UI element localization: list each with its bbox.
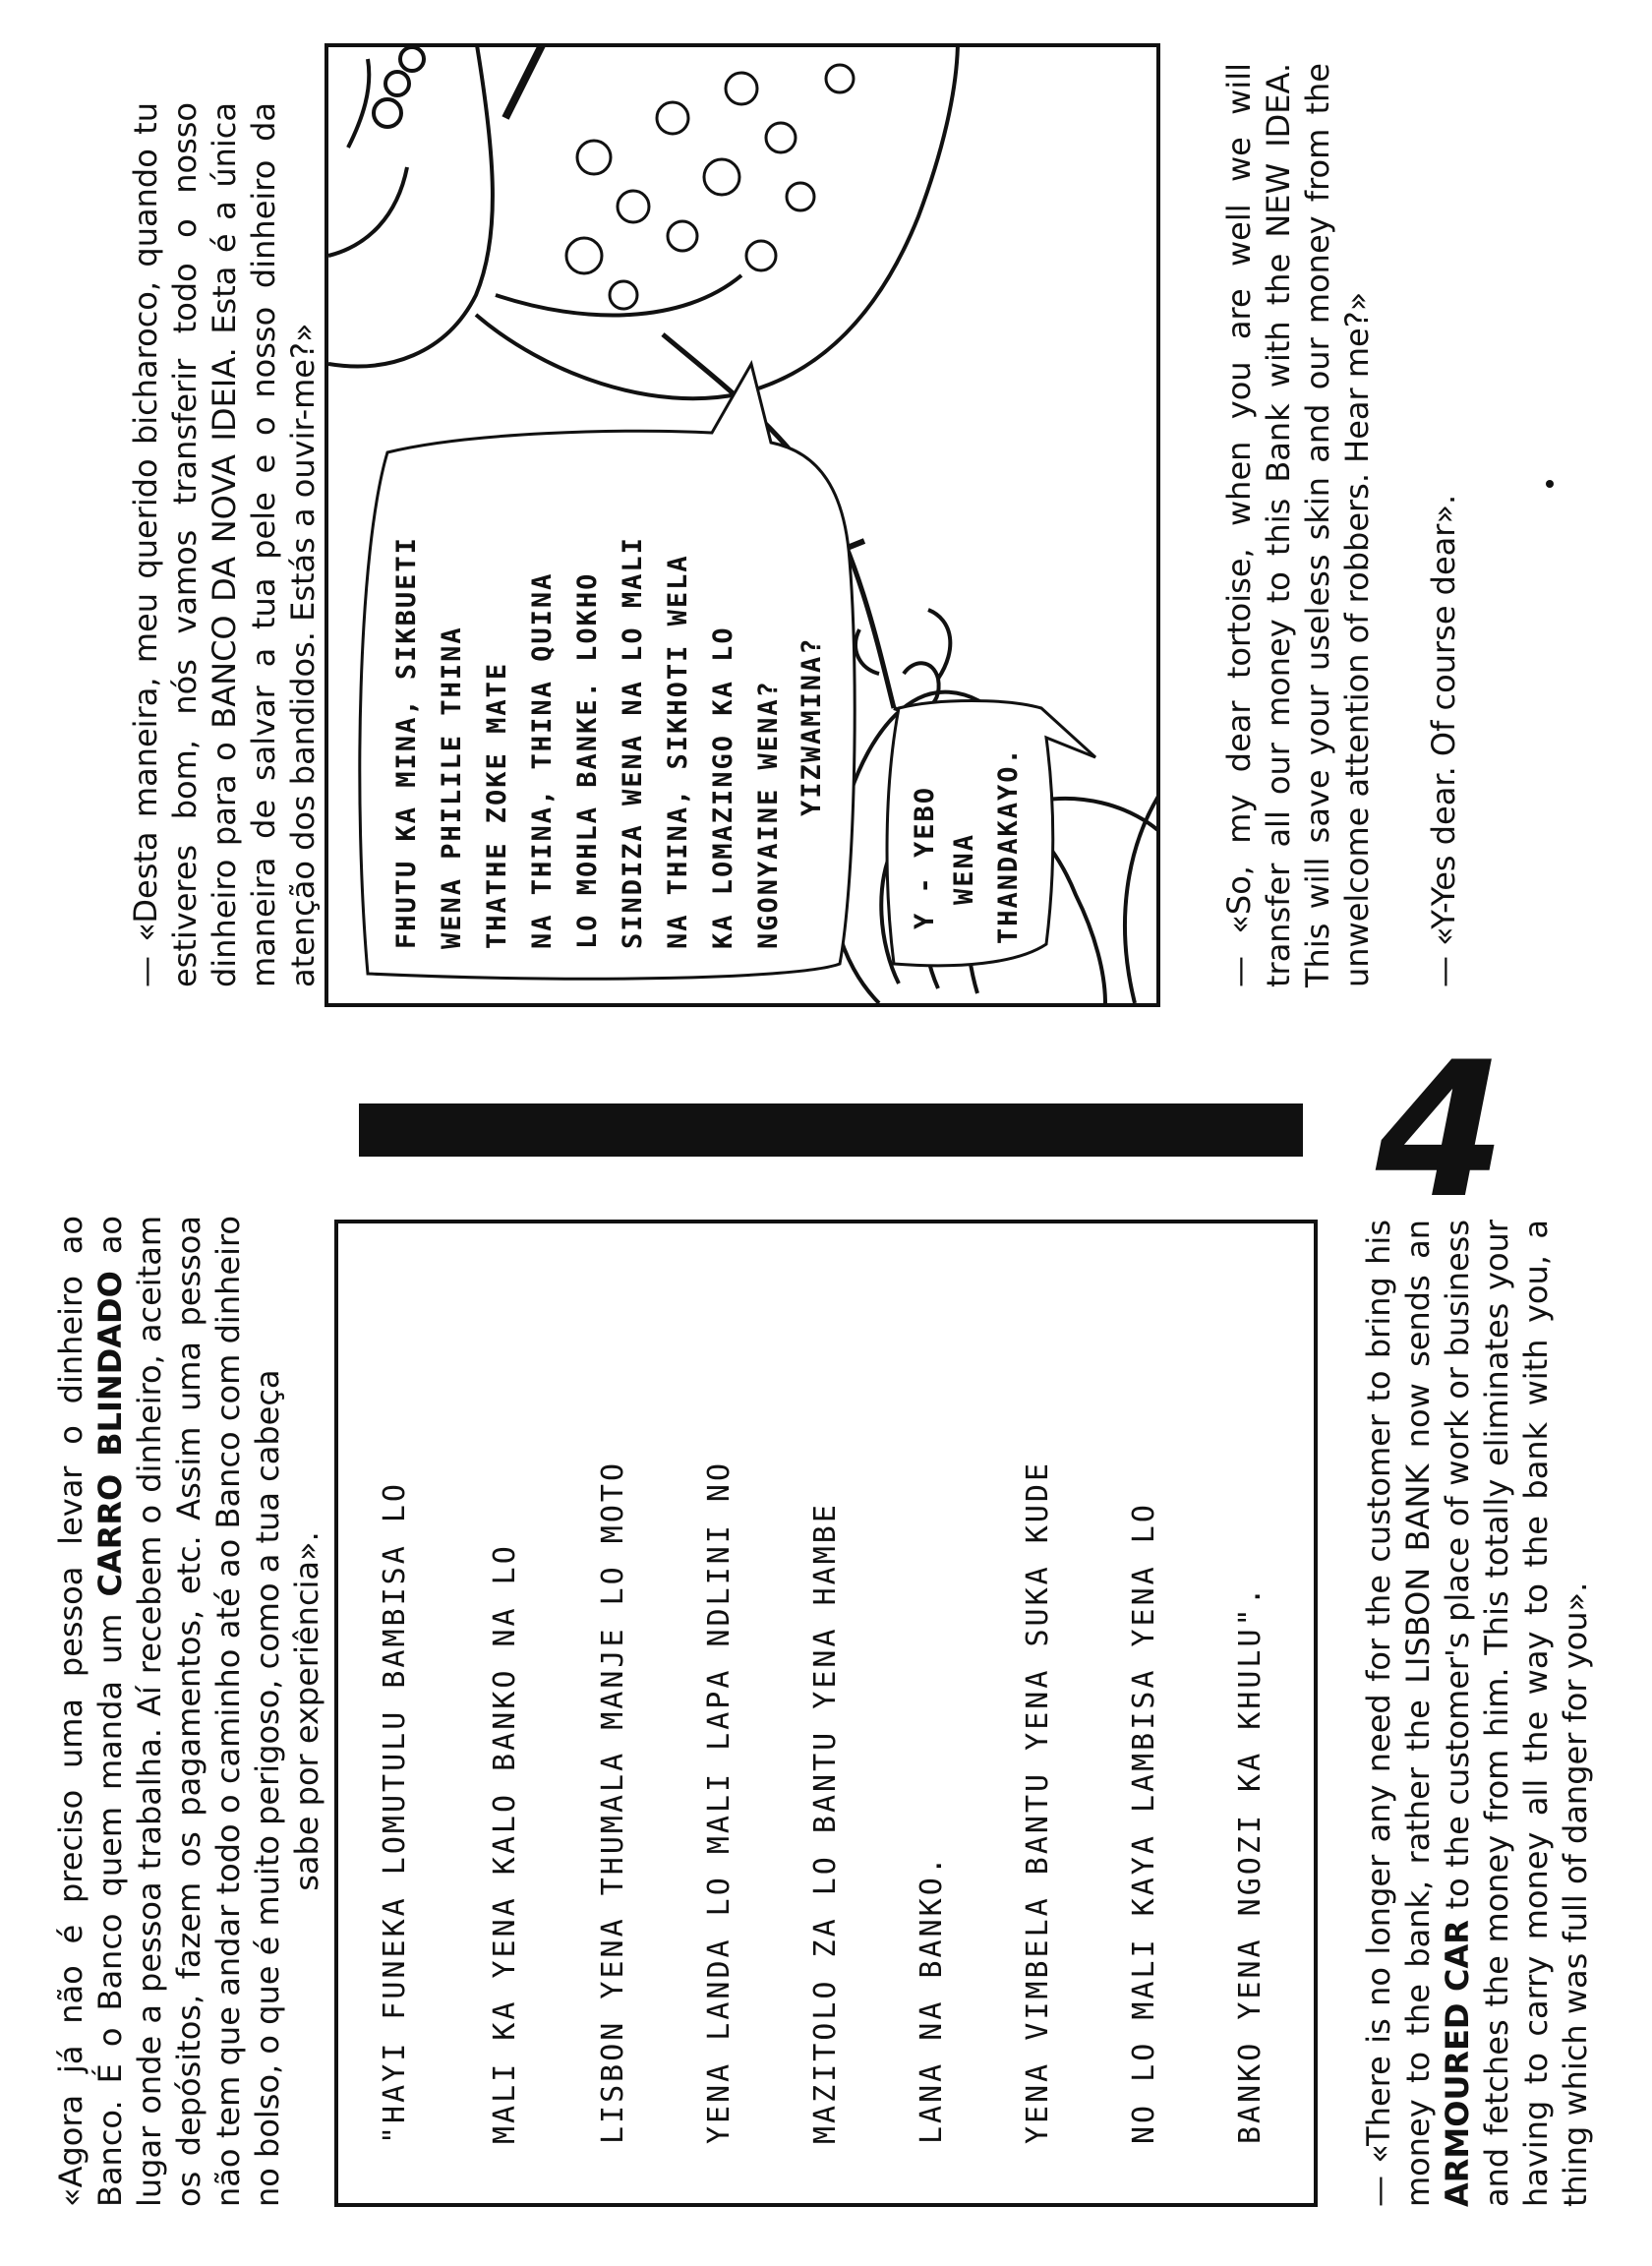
zulu-line: YENA LANDA LO MALI LAPA NDLINI NO — [702, 1460, 737, 2144]
intro-pt-part1: «Agora já não é preciso uma pessoa levar o dinheiro ao Banco. É o Banco quem manda um — [52, 1216, 129, 2207]
bubble-small-line: WENA — [949, 832, 979, 905]
bubble-large-line: WENA PHILILE THINA — [437, 626, 467, 949]
intro-en-part2: to the customer's place of work or business and fetches the money from him. This totally eliminates your having to carry money all the way to the bank with you, a thing which was full of danger for you». — [1439, 1219, 1594, 2207]
intro-paragraph-portuguese — [51, 1216, 326, 2207]
print-speck — [1546, 480, 1554, 488]
dialog-paragraph-english-1: — «So, my dear tortoise, when you are well we will transfer all our money to this Bank with the NEW IDEA. This will save your useless skin and our money from the unwelcome attention of robbers. Hear me?» — [1220, 63, 1376, 987]
zulu-line: BANKO YENA NGOZI KA KHULU". — [1233, 1584, 1268, 2144]
zulu-line: "HAYI FUNEKA LOMUTULU BAMBISA LO — [378, 1481, 412, 2144]
black-divider-bar — [359, 1103, 1303, 1157]
bubble-large-line: NA THINA, SIKHOTI WELA — [663, 554, 693, 949]
intro-paragraph-english — [1359, 1220, 1595, 2207]
speech-bubble-large — [360, 364, 855, 979]
intro-en-part1: — «There is no longer any need for the customer to bring his money to the bank, rather the LISBON BANK now sends an — [1360, 1220, 1437, 2207]
page-number: 4 — [1375, 1022, 1506, 1239]
comic-illustration — [328, 43, 1160, 1003]
zulu-line: NO LO MALI KAYA LAMBISA YENA LO — [1127, 1502, 1161, 2144]
speech-bubble-small — [887, 701, 1095, 966]
bubble-small-line: THANDAKAYO. — [993, 746, 1024, 944]
bubble-large-line: YIZWAMINA? — [796, 636, 827, 816]
bubble-large-line: NA THINA, THINA QUINA — [527, 571, 558, 949]
zulu-line: MAZITOLO ZA LO BANTU YENA HAMBE — [808, 1502, 843, 2144]
bubble-large-line: LO MOHLA BANKE. LOKHO — [572, 571, 603, 949]
zulu-line: YENA VIMBELA BANTU YENA SUKA KUDE — [1021, 1460, 1055, 2144]
zulu-line: LANA NA BANKO. — [914, 1854, 949, 2144]
intro-pt-part3: sabe por experiência». — [288, 1531, 325, 1891]
bubble-large-line: SINDIZA WENA NA LO MALI — [618, 536, 648, 949]
zulu-line: MALI KA YENA KALO BANKO NA LO — [488, 1543, 522, 2144]
dialog-paragraph-english-2: — «Y-Yes dear. Of course dear». — [1425, 494, 1462, 987]
bubble-large-line: THATHE ZOKE MATE — [482, 661, 512, 949]
zulu-line: LISBON YENA THUMALA MANJE LO MOTO — [596, 1460, 630, 2144]
bubble-small-line: Y - YEBO — [910, 785, 940, 929]
intro-pt-part2: ao lugar onde a pessoa trabalha. Aí recebem o dinheiro, aceitam os depósitos, fazem os pagamentos, etc. Assim uma pessoa não tem que andar todo o caminho até ao Banco com dinheiro no bolso, o que é muito perigoso, como a tua cabeça — [91, 1215, 286, 2207]
bubble-large-line: NGONYAINE WENA? — [753, 680, 784, 949]
intro-pt-bold: CARRO BLINDADO — [91, 1271, 129, 1597]
zulu-translation-box — [334, 1220, 1318, 2207]
comic-panel — [324, 43, 1160, 1007]
bubble-large-line: KA LOMAZINGO KA LO — [708, 626, 738, 949]
bubble-large-line: FHUTU KA MINA, SIKBUETI — [391, 536, 422, 949]
intro-en-bold: ARMOURED CAR — [1439, 1920, 1476, 2207]
dialog-paragraph-portuguese: — «Desta maneira, meu querido bicharoco, quando tu estiveres bom, nós vamos transferir todo o nosso dinheiro para o BANCO DA NOVA IDEIA. Esta é a única maneira de salvar a tua pele e o nosso dinheiro da atenção dos bandidos. Estás a ouvir-me?» — [127, 102, 322, 987]
